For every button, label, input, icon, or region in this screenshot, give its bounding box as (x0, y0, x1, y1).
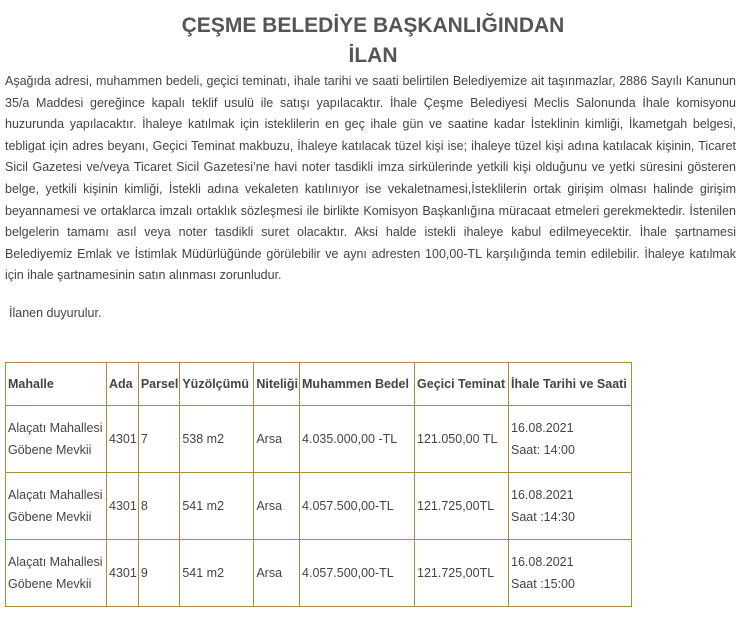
cell-parsel: 8 (138, 473, 180, 540)
cell-gecici-teminat: 121.050,00 TL (415, 406, 509, 473)
cell-ada: 4301 (107, 473, 139, 540)
cell-ihale-tarihi (509, 473, 632, 540)
announcement-closing: İlanen duyurulur. (9, 306, 102, 320)
mahalle-name: Alaçatı Mahallesi (8, 488, 103, 502)
mevkii-name: Göbene Mevkii (8, 443, 92, 457)
header-muhammen-bedel: Muhammen Bedel (300, 363, 415, 406)
header-yuzolcumu: Yüzölçümü (180, 363, 254, 406)
cell-gecici-teminat: 121.725,00TL (415, 473, 509, 540)
cell-mahalle (6, 406, 107, 473)
page-subtitle: İLAN (348, 44, 398, 67)
cell-ihale-tarihi (509, 406, 632, 473)
announcement-body: Aşağıda adresi, muhammen bedeli, geçici teminatı, ihale tarihi ve saati belirtilen Belediyemize ait taşınmazlar, 2886 Sayılı Kanunun 35/a Maddesi gereğince kapalı teklif usulü ile satışı yapılacaktır. İhale Çeşme Belediyesi Meclis Salonunda İhale komisyonu huzurunda yapılacaktır. İhaleye katılmak için isteklilerin en geç ihale gün ve saatine kadar İsteklinin kimliği, İkametgah belgesi, tebligat için adres beyanı, Geçici Teminat makbuzu, İhaleye katılacak tüzel kişi ise; ihaleye tüzel kişi adına katılacak kişinin, Ticaret Sicil Gazetesi ve/veya Ticaret Sicil Gazetesi’ne havi noter tasdikli imza sirkülerinde yetkili kişi olduğunu ve yetki süresini gösteren belge, yetkili kişinin kimliği, İstekli adına vekaleten katılınıyor ise vekaletnamesi,İsteklilerin ortak girişim olması halinde girişim beyannamesi ve ortaklarca imzalı ortaklık sözleşmesi ile birlikte Komisyon Başkanlığına müracaat etmeleri gerekmektedir. İstenilen belgelerin tamamı asıl veya noter tasdikli suret olacaktır. Aksi halde istekli ihaleye kabul edilmeyecektir. İhale şartnamesi Belediyemiz Emlak ve İstimlak Müdürlüğünde görülebilir ve aynı adresten 100,00-TL karşılığında temin edilebilir. İhaleye katılmak için ihale şartnamesinin satın alınması zorunludur. (5, 74, 736, 283)
table-header-row (6, 363, 632, 406)
cell-mahalle (6, 473, 107, 540)
cell-ihale-tarihi (509, 540, 632, 607)
ihale-time: Saat :15:00 (511, 577, 575, 591)
cell-ada: 4301 (107, 406, 139, 473)
cell-mahalle (6, 540, 107, 607)
header-mahalle: Mahalle (6, 363, 107, 406)
mevkii-name: Göbene Mevkii (8, 510, 92, 524)
cell-parsel: 7 (138, 406, 180, 473)
table-row (6, 473, 632, 540)
ihale-time: Saat: 14:00 (511, 443, 575, 457)
header-parsel: Parsel (138, 363, 180, 406)
header-niteligi: Niteliği (254, 363, 300, 406)
ihale-time: Saat :14:30 (511, 510, 575, 524)
cell-ada: 4301 (107, 540, 139, 607)
page-title: ÇEŞME BELEDİYE BAŞKANLIĞINDAN (181, 14, 565, 37)
cell-niteligi: Arsa (254, 473, 300, 540)
header-ihale-tarihi: İhale Tarihi ve Saati (509, 363, 632, 406)
cell-niteligi: Arsa (254, 540, 300, 607)
cell-muhammen-bedel: 4.057.500,00-TL (300, 540, 415, 607)
cell-muhammen-bedel: 4.035.000,00 -TL (300, 406, 415, 473)
ihale-date: 16.08.2021 (511, 555, 574, 569)
cell-niteligi: Arsa (254, 406, 300, 473)
header-gecici-teminat: Geçici Teminat (415, 363, 509, 406)
ihale-date: 16.08.2021 (511, 421, 574, 435)
cell-yuzolcumu: 541 m2 (180, 540, 254, 607)
cell-gecici-teminat: 121.725,00TL (415, 540, 509, 607)
mahalle-name: Alaçatı Mahallesi (8, 421, 103, 435)
table-row (6, 540, 632, 607)
mevkii-name: Göbene Mevkii (8, 577, 92, 591)
auction-table (5, 362, 632, 607)
cell-muhammen-bedel: 4.057.500,00-TL (300, 473, 415, 540)
cell-yuzolcumu: 538 m2 (180, 406, 254, 473)
table-row (6, 406, 632, 473)
ihale-date: 16.08.2021 (511, 488, 574, 502)
cell-parsel: 9 (138, 540, 180, 607)
mahalle-name: Alaçatı Mahallesi (8, 555, 103, 569)
cell-yuzolcumu: 541 m2 (180, 473, 254, 540)
header-ada: Ada (107, 363, 139, 406)
